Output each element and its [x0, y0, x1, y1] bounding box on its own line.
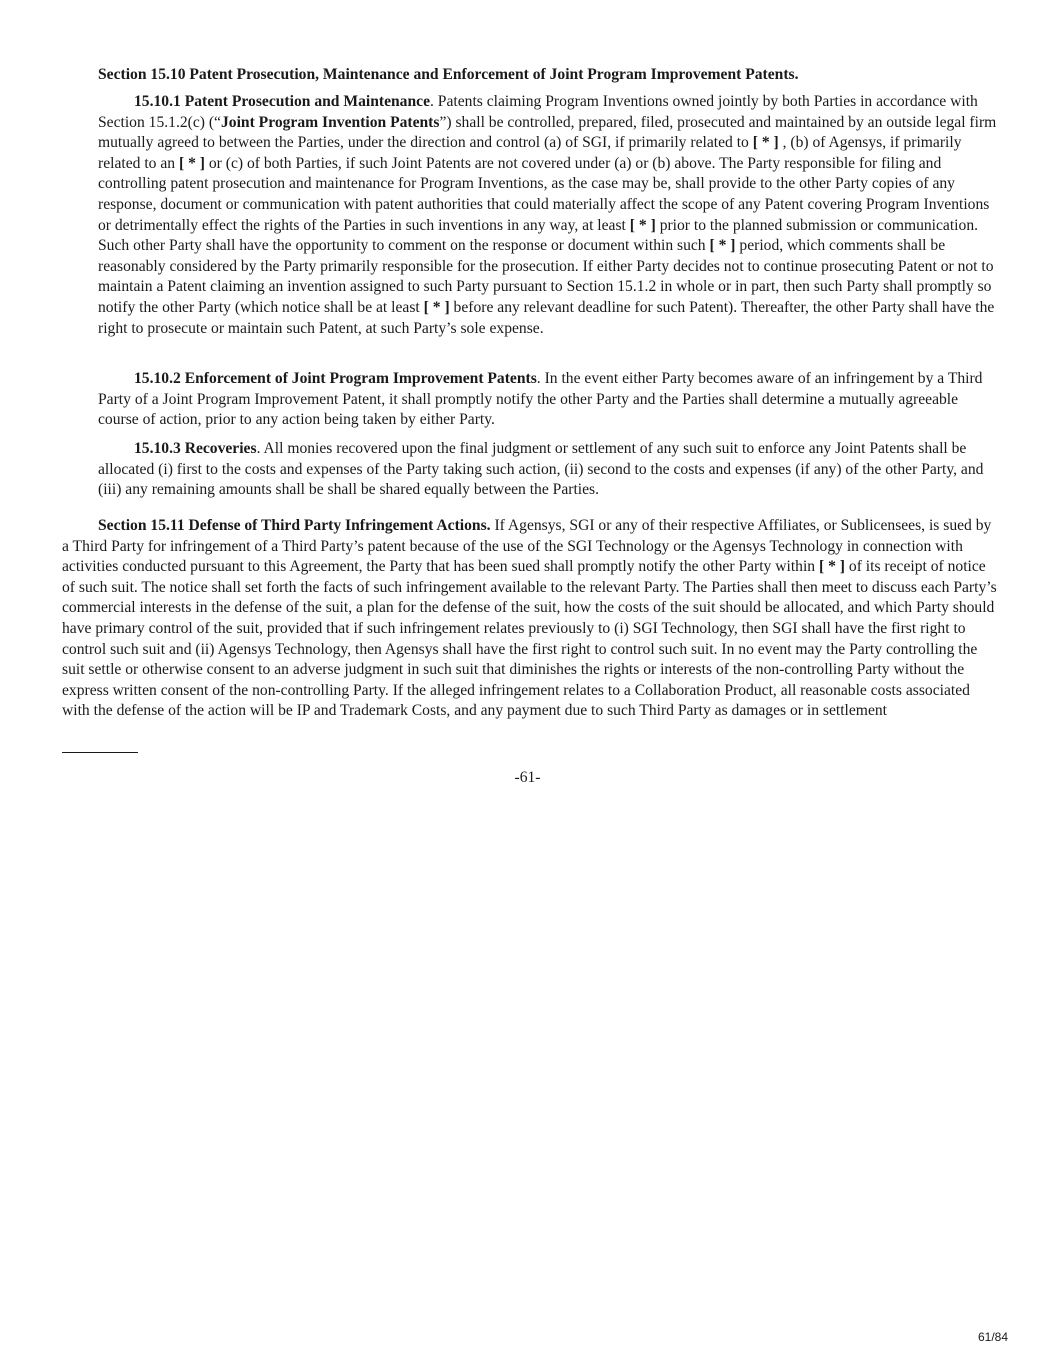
paragraph-15-10-1	[98, 92, 997, 339]
clause-title: Enforcement of Joint Program Improvement Patents	[184, 370, 537, 387]
footnote-rule	[62, 752, 138, 753]
paragraph-15-11	[62, 516, 997, 722]
clause-title: Recoveries	[184, 440, 257, 457]
clause-text: period, which comments shall be reasonably considered by the Party primarily responsible for the prosecution. If either Party decides not to continue prosecuting Patent or not to maintain a Patent claiming an invention assigned to such Party pursuant to Section 15.1.2 in whole or in part, then such Party shall promptly so notify the other Party (which notice shall be at least	[98, 237, 994, 316]
clause-text: or (c) of both Parties, if such Joint Patents are not covered under (a) or (b) above. The Party responsible for filing and controlling patent prosecution and maintenance for Program Inventions, as the case may be, shall provide to the other Party copies of any response, document or communication with patent authorities that could materially affect the scope of any Patent covering Program Inventions or detrimentally effect the rights of the Parties in such inventions in any way, at least	[98, 154, 990, 234]
page-number: -61-	[514, 769, 541, 786]
redaction-marker: [ * ]	[709, 237, 736, 255]
clause-text: before any relevant deadline for such Patent). Thereafter, the other Party shall have the right to prosecute or maintain such Patent, at such Party’s sole expense.	[98, 298, 995, 337]
section-heading: Section 15.10 Patent Prosecution, Maintenance and Enforcement of Joint Program Improvement Patents.	[98, 66, 799, 83]
redaction-marker: [ * ]	[178, 154, 205, 172]
redaction-marker: [ * ]	[752, 134, 779, 152]
clause-number: 15.10.2	[134, 370, 181, 387]
clause-text: . Patents claiming Program Inventions owned jointly by both Parties in accordance with Section 15.1.2(c) (“	[98, 93, 978, 131]
clause-text: If Agensys, SGI or any of their respective Affiliates, or Sublicensees, is sued by a Third Party for infringement of a Third Party’s patent because of the use of the SGI Technology or the Agensys Technology in connection with activities conducted pursuant to this Agreement, the Party that has been sued shall promptly notify the other Party within	[62, 517, 992, 576]
clause-text: . All monies recovered upon the final judgment or settlement of any such suit to enforce any Joint Patents shall be allocated (i) first to the costs and expenses of the Party taking such action, (ii) second to the costs and expenses (if any) of the other Party, and (iii) any remaining amounts shall be shall be shared equally between the Parties.	[98, 440, 984, 499]
paragraph-15-10-2	[98, 369, 997, 431]
redaction-marker: [ * ]	[629, 216, 656, 234]
clause-text: ”) shall be controlled, prepared, filed, prosecuted and maintained by an outside legal firm mutually agreed to between the Parties, under the direction and control (a) of SGI, if primarily related to	[98, 113, 997, 152]
page-counter: 61/84	[977, 1330, 1008, 1344]
clause-text: prior to the planned submission or communication. Such other Party shall have the opportunity to comment on the response or document within such	[98, 216, 979, 255]
defined-term: Joint Program Invention Patents	[220, 113, 440, 131]
redaction-marker: [ * ]	[819, 558, 845, 576]
clause-number: 15.10.3	[134, 440, 181, 457]
clause-text: , (b) of Agensys, if primarily related to an	[98, 134, 962, 172]
redaction-marker: [ * ]	[423, 298, 450, 316]
section-title: Section 15.11 Defense of Third Party Infringement Actions.	[98, 517, 491, 534]
clause-text: . In the event either Party becomes aware of an infringement by a Third Party of a Joint Program Improvement Patent, it shall promptly notify the other Party and the Parties shall determine a mutually agreeable course of action, prior to any action being taken by either Party.	[98, 370, 983, 429]
clause-text: of its receipt of notice of such suit. The notice shall set forth the facts of such infringement available to the relevant Party. The Parties shall then meet to discuss each Party’s commercial interests in the defense of the suit, a plan for the defense of the suit, how the costs of the suit should be allocated, and which Party should have primary control of the suit, provided that if such infringement relates previously to (i) SGI Technology, then SGI shall have the first right to control such suit and (ii) Agensys Technology, then Agensys shall have the first right to control such suit. In no event may the Party controlling the suit settle or otherwise consent to an adverse judgment in such suit that diminishes the rights or interests of the non-controlling Party without the express written consent of the non-controlling Party. If the alleged infringement relates to a Collaboration Product, all reasonable costs associated with the defense of the action will be IP and Trademark Costs, and any payment due to such Third Party as damages or in settlement	[62, 558, 997, 720]
paragraph-15-10-3	[98, 439, 997, 501]
clause-number: 15.10.1	[134, 93, 181, 110]
clause-title: Patent Prosecution and Maintenance	[184, 93, 430, 110]
